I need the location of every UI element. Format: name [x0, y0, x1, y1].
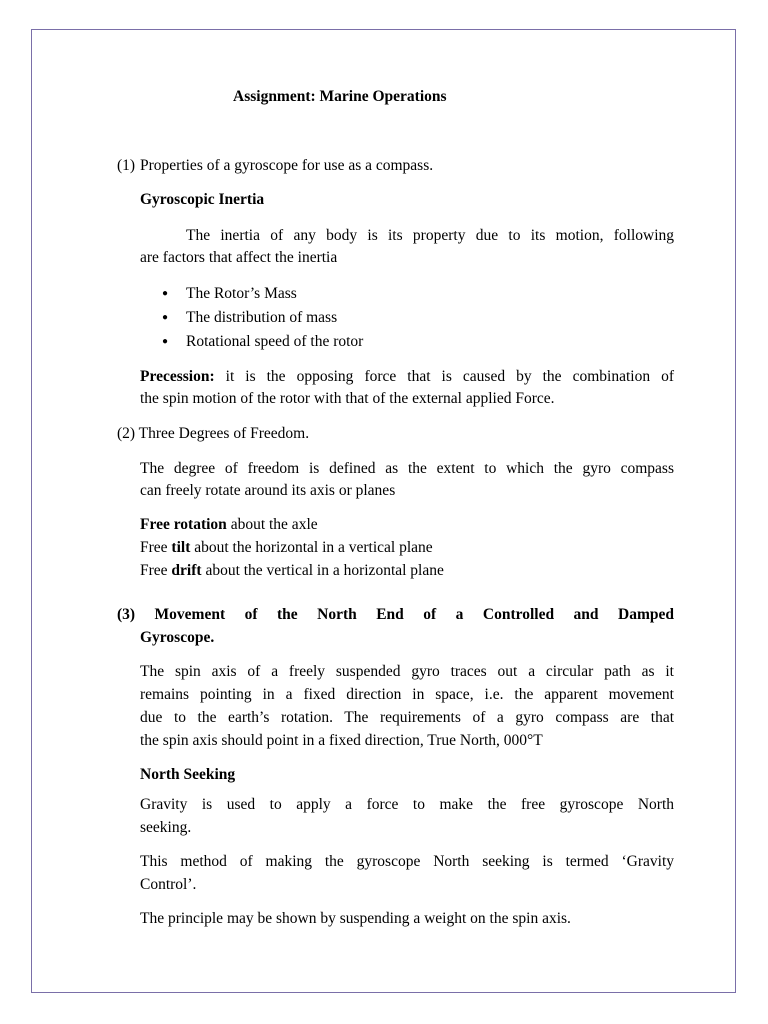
bullet-dot-3: ●	[162, 336, 169, 347]
freedom-paragraph-line-1: The degree of freedom is defined as the extent to which the gyro compass	[140, 460, 674, 477]
bullet-item-3: Rotational speed of the rotor	[186, 333, 364, 350]
gravity-paragraph-line-2: seeking.	[140, 819, 192, 836]
bullet-item-2: The distribution of mass	[186, 309, 338, 326]
section-2-heading: (2) Three Degrees of Freedom.	[117, 425, 310, 442]
bullet-item-1: The Rotor’s Mass	[186, 285, 297, 302]
section-1-heading: Properties of a gyroscope for use as a compass.	[140, 157, 434, 174]
free-tilt-pre: Free	[140, 539, 172, 556]
gravity-control-line-1: This method of making the gyroscope North seeking is termed ‘Gravity	[140, 853, 674, 870]
precession-label: Precession:	[140, 368, 215, 385]
precession-text: it is the opposing force that is caused by the combination of	[225, 368, 674, 385]
gyroscopic-inertia-heading: Gyroscopic Inertia	[140, 191, 265, 208]
free-drift-bold: drift	[171, 562, 202, 579]
free-rotation-bold: Free rotation	[140, 516, 227, 533]
free-tilt-line	[140, 538, 433, 558]
precession-line-1	[140, 367, 674, 387]
gravity-paragraph-line-1: Gravity is used to apply a force to make the free gyroscope North	[140, 796, 674, 813]
free-drift-pre: Free	[140, 562, 172, 579]
inertia-paragraph-line-1: The inertia of any body is its property due to its motion, following	[186, 227, 674, 244]
bullet-dot-2: ●	[162, 312, 169, 323]
free-drift-line	[140, 561, 444, 581]
free-rotation-line	[140, 515, 318, 535]
north-seeking-heading: North Seeking	[140, 766, 236, 783]
free-drift-post: about the vertical in a horizontal plane	[201, 562, 444, 579]
spin-axis-line-2: remains pointing in a fixed direction in space, i.e. the apparent movement	[140, 686, 674, 703]
spin-axis-line-4: the spin axis should point in a fixed direction, True North, 000°T	[140, 732, 543, 749]
section-3-heading-line-2: Gyroscope.	[140, 629, 215, 646]
freedom-paragraph-line-2: can freely rotate around its axis or planes	[140, 482, 396, 499]
free-tilt-post: about the horizontal in a vertical plane	[190, 539, 433, 556]
free-rotation-post: about the axle	[226, 516, 318, 533]
bullet-dot-1: ●	[162, 288, 169, 299]
spin-axis-line-3: due to the earth’s rotation. The requirements of a gyro compass are that	[140, 709, 674, 726]
spin-axis-line-1: The spin axis of a freely suspended gyro traces out a circular path as it	[140, 663, 674, 680]
document-title: Assignment: Marine Operations	[233, 88, 447, 105]
inertia-paragraph-line-2: are factors that affect the inertia	[140, 249, 338, 266]
principle-paragraph: The principle may be shown by suspending a weight on the spin axis.	[140, 910, 571, 927]
section-1-number: (1)	[117, 157, 136, 174]
free-tilt-bold: tilt	[171, 539, 191, 556]
section-3-heading-line-1: (3) Movement of the North End of a Controlled and Damped	[117, 606, 674, 623]
gravity-control-line-2: Control’.	[140, 876, 197, 893]
precession-line-2: the spin motion of the rotor with that of the external applied Force.	[140, 390, 555, 407]
